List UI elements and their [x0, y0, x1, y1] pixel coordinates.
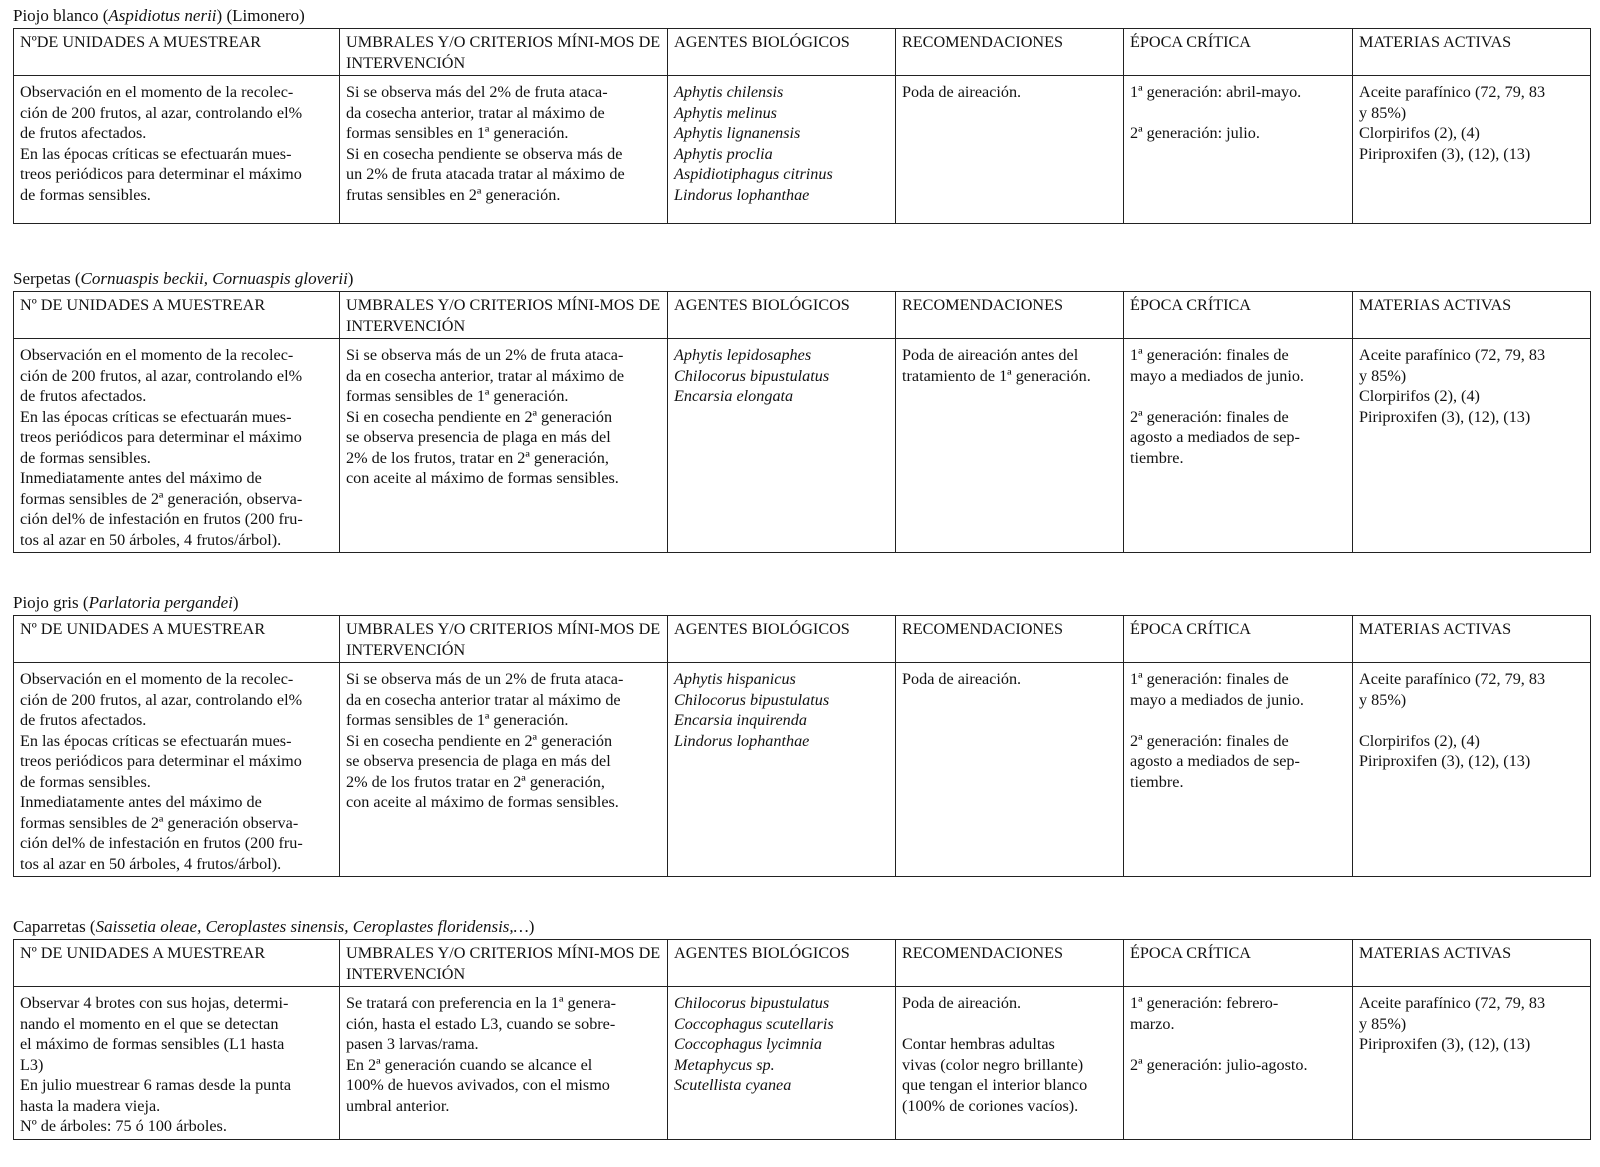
pest-table: [13, 28, 1591, 224]
text-line: de frutos afectados.: [20, 387, 147, 405]
text-line: Aceite parafínico (72, 79, 83: [1359, 83, 1546, 101]
agent-name: Aspidiotiphagus citrinus: [674, 165, 833, 183]
text-line: ción del% de infestación en frutos (200 fru-: [20, 510, 303, 528]
text-line: de formas sensibles.: [20, 185, 151, 204]
text-line: se observa presencia de plaga en más del: [346, 752, 611, 770]
text-line: agosto a mediados de sep-: [1130, 752, 1300, 770]
agent-name: Encarsia inquirenda: [674, 711, 807, 729]
cell-critical-time: [1124, 339, 1353, 553]
text-line: En las épocas críticas se efectuarán mues-: [20, 144, 292, 163]
header-active-ingredients: MATERIAS ACTIVAS: [1353, 29, 1591, 76]
text-line: 2ª generación: julio.: [1130, 124, 1260, 142]
text-line: con aceite al máximo de formas sensibles.: [346, 469, 619, 487]
table-row: [14, 76, 1591, 224]
text-line: tos al azar en 50 árboles, 4 frutos/árbol).: [20, 530, 282, 549]
text-line: 2% de los frutos, tratar en 2ª generación,: [346, 448, 609, 467]
header-thresholds: UMBRALES Y/O CRITERIOS MÍNI-MOS DE INTERVENCIÓN: [340, 940, 668, 987]
text-line: y 85%): [1359, 103, 1407, 122]
text-line: mayo a mediados de junio.: [1130, 690, 1304, 709]
text-line: formas sensibles de 1ª generación.: [346, 387, 569, 405]
header-agents: AGENTES BIOLÓGICOS: [668, 292, 896, 339]
cell-active-ingredients: [1353, 663, 1591, 877]
text-line: En las épocas críticas se efectuarán mues-: [20, 731, 292, 750]
text-line: Nº de árboles: 75 ó 100 árboles.: [20, 1117, 227, 1135]
text-line: nando el momento en el que se detectan: [20, 1014, 279, 1033]
text-line: Aceite parafínico (72, 79, 83: [1359, 994, 1546, 1012]
text-line: da en cosecha anterior, tratar al máximo de: [346, 366, 625, 385]
agent-name: Chilocorus bipustulatus: [674, 690, 830, 709]
text-line: Observación en el momento de la recolec-: [20, 346, 294, 364]
text-line: Inmediatamente antes del máximo de: [20, 469, 262, 487]
section-caparretas: [13, 917, 1590, 1140]
section-title: Caparretas (Saissetia oleae, Ceroplastes sinensis, Ceroplastes floridensis,…): [13, 917, 535, 936]
text-line: Si en cosecha pendiente en 2ª generación: [346, 731, 613, 750]
text-line: Se tratará con preferencia en la 1ª genera-: [346, 994, 617, 1012]
text-line: agosto a mediados de sep-: [1130, 428, 1300, 446]
line-gap: [1130, 710, 1348, 731]
cell-thresholds: [340, 339, 668, 553]
text-line: pasen 3 larvas/rama.: [346, 1035, 479, 1053]
text-line: Poda de aireación.: [902, 994, 1022, 1012]
text-line: marzo.: [1130, 1014, 1175, 1033]
header-row: [14, 29, 1591, 76]
header-agents: AGENTES BIOLÓGICOS: [668, 29, 896, 76]
text-line: Aceite parafínico (72, 79, 83: [1359, 346, 1546, 364]
cell-active-ingredients: [1353, 339, 1591, 553]
text-line: Poda de aireación.: [902, 670, 1022, 688]
text-line: Observación en el momento de la recolec-: [20, 670, 294, 688]
line-gap: [1130, 103, 1348, 124]
text-line: Observar 4 brotes con sus hojas, determi-: [20, 994, 289, 1012]
agent-name: Aphytis chilensis: [674, 83, 784, 101]
header-agents: AGENTES BIOLÓGICOS: [668, 940, 896, 987]
header-critical-time: ÉPOCA CRÍTICA: [1124, 292, 1353, 339]
cell-sampling: [14, 76, 340, 224]
cell-recommendations: [896, 663, 1124, 877]
text-line: vivas (color negro brillante): [902, 1055, 1084, 1074]
text-line: treos periódicos para determinar el máximo: [20, 428, 302, 446]
text-line: formas sensibles de 1ª generación.: [346, 711, 569, 729]
agent-name: Coccophagus scutellaris: [674, 1014, 834, 1033]
header-thresholds: UMBRALES Y/O CRITERIOS MÍNI-MOS DE INTERVENCIÓN: [340, 616, 668, 663]
header-active-ingredients: MATERIAS ACTIVAS: [1353, 616, 1591, 663]
text-line: hasta la madera vieja.: [20, 1096, 161, 1115]
text-line: de frutos afectados.: [20, 711, 147, 729]
text-line: 1ª generación: finales de: [1130, 670, 1289, 688]
cell-agents: [668, 663, 896, 877]
text-line: 1ª generación: febrero-: [1130, 994, 1279, 1012]
text-line: Piriproxifen (3), (12), (13): [1359, 1035, 1531, 1053]
text-line: 2ª generación: finales de: [1130, 731, 1289, 750]
text-line: Clorpirifos (2), (4): [1359, 387, 1480, 405]
text-line: Si se observa más de un 2% de fruta ataca-: [346, 346, 624, 364]
header-critical-time: ÉPOCA CRÍTICA: [1124, 940, 1353, 987]
header-recommendations: RECOMENDACIONES: [896, 616, 1124, 663]
table-row: [14, 339, 1591, 553]
text-line: treos periódicos para determinar el máximo: [20, 752, 302, 770]
text-line: treos periódicos para determinar el máximo: [20, 165, 302, 183]
text-line: En julio muestrear 6 ramas desde la punta: [20, 1076, 292, 1094]
agent-name: Aphytis lepidosaphes: [674, 346, 812, 364]
header-thresholds: UMBRALES Y/O CRITERIOS MÍNI-MOS DE INTERVENCIÓN: [340, 29, 668, 76]
text-line: 100% de huevos avivados, con el mismo: [346, 1076, 610, 1094]
text-line: frutas sensibles en 2ª generación.: [346, 185, 561, 204]
text-line: formas sensibles de 2ª generación observa-: [20, 813, 299, 832]
text-line: 1ª generación: abril-mayo.: [1130, 83, 1302, 101]
cell-sampling: [14, 339, 340, 553]
cell-agents: [668, 987, 896, 1140]
text-line: Si se observa más del 2% de fruta ataca-: [346, 83, 608, 101]
text-line: ción de 200 frutos, al azar, controlando el%: [20, 366, 303, 385]
text-line: L3): [20, 1055, 44, 1074]
pest-table: [13, 615, 1591, 877]
header-sampling: Nº DE UNIDADES A MUESTREAR: [14, 940, 340, 987]
header-sampling: Nº DE UNIDADES A MUESTREAR: [14, 616, 340, 663]
line-gap: [1130, 1034, 1348, 1055]
table-row: [14, 663, 1591, 877]
cell-agents: [668, 76, 896, 224]
agent-name: Aphytis melinus: [674, 103, 777, 122]
header-agents: AGENTES BIOLÓGICOS: [668, 616, 896, 663]
text-line: tos al azar en 50 árboles, 4 frutos/árbol).: [20, 854, 282, 873]
text-line: Poda de aireación antes del: [902, 346, 1079, 364]
text-line: de formas sensibles.: [20, 448, 151, 467]
header-active-ingredients: MATERIAS ACTIVAS: [1353, 940, 1591, 987]
text-line: de frutos afectados.: [20, 124, 147, 142]
agent-name: Encarsia elongata: [674, 387, 794, 405]
cell-sampling: [14, 663, 340, 877]
text-line: Piriproxifen (3), (12), (13): [1359, 144, 1531, 163]
text-line: se observa presencia de plaga en más del: [346, 428, 611, 446]
text-line: Clorpirifos (2), (4): [1359, 124, 1480, 142]
section-title: Piojo blanco (Aspidiotus nerii) (Limonero): [13, 6, 305, 25]
pest-table: [13, 291, 1591, 553]
section-piojo-gris: [13, 593, 1590, 877]
text-line: mayo a mediados de junio.: [1130, 366, 1304, 385]
text-line: ción del% de infestación en frutos (200 fru-: [20, 834, 303, 852]
text-line: tiembre.: [1130, 448, 1184, 467]
header-row: [14, 940, 1591, 987]
text-line: de formas sensibles.: [20, 772, 151, 791]
text-line: En las épocas críticas se efectuarán mues-: [20, 407, 292, 426]
cell-active-ingredients: [1353, 987, 1591, 1140]
header-recommendations: RECOMENDACIONES: [896, 940, 1124, 987]
header-sampling: Nº DE UNIDADES A MUESTREAR: [14, 292, 340, 339]
text-line: que tengan el interior blanco: [902, 1076, 1088, 1094]
cell-recommendations: [896, 987, 1124, 1140]
text-line: 2ª generación: julio-agosto.: [1130, 1055, 1308, 1074]
header-sampling: NºDE UNIDADES A MUESTREAR: [14, 29, 340, 76]
header-active-ingredients: MATERIAS ACTIVAS: [1353, 292, 1591, 339]
text-line: ción de 200 frutos, al azar, controlando el%: [20, 690, 303, 709]
line-gap: [902, 1014, 1119, 1035]
section-serpetas: [13, 269, 1590, 553]
text-line: Observación en el momento de la recolec-: [20, 83, 294, 101]
agent-name: Aphytis lignanensis: [674, 124, 801, 142]
cell-recommendations: [896, 76, 1124, 224]
text-line: y 85%): [1359, 690, 1407, 709]
agent-name: Scutellista cyanea: [674, 1076, 792, 1094]
pest-table: [13, 939, 1591, 1140]
agent-name: Lindorus lophanthae: [674, 185, 810, 204]
text-line: Si se observa más de un 2% de fruta ataca-: [346, 670, 624, 688]
header-critical-time: ÉPOCA CRÍTICA: [1124, 29, 1353, 76]
text-line: 2ª generación: finales de: [1130, 407, 1289, 426]
header-row: [14, 292, 1591, 339]
text-line: 1ª generación: finales de: [1130, 346, 1289, 364]
cell-sampling: [14, 987, 340, 1140]
section-title: Serpetas (Cornuaspis beckii, Cornuaspis gloverii): [13, 269, 354, 288]
cell-critical-time: [1124, 987, 1353, 1140]
cell-critical-time: [1124, 663, 1353, 877]
agent-name: Aphytis hispanicus: [674, 670, 796, 688]
header-critical-time: ÉPOCA CRÍTICA: [1124, 616, 1353, 663]
agent-name: Aphytis proclia: [674, 144, 773, 163]
agent-name: Metaphycus sp.: [674, 1055, 775, 1074]
cell-active-ingredients: [1353, 76, 1591, 224]
text-line: Aceite parafínico (72, 79, 83: [1359, 670, 1546, 688]
line-gap: [1130, 386, 1348, 407]
text-line: formas sensibles de 2ª generación, observa-: [20, 489, 303, 508]
header-recommendations: RECOMENDACIONES: [896, 292, 1124, 339]
header-row: [14, 616, 1591, 663]
header-recommendations: RECOMENDACIONES: [896, 29, 1124, 76]
text-line: Poda de aireación.: [902, 83, 1022, 101]
text-line: Piriproxifen (3), (12), (13): [1359, 752, 1531, 770]
agent-name: Chilocorus bipustulatus: [674, 366, 830, 385]
agent-name: Chilocorus bipustulatus: [674, 994, 830, 1012]
cell-agents: [668, 339, 896, 553]
text-line: Inmediatamente antes del máximo de: [20, 793, 262, 811]
text-line: Si en cosecha pendiente se observa más de: [346, 144, 623, 163]
text-line: En 2ª generación cuando se alcance el: [346, 1055, 593, 1074]
text-line: da en cosecha anterior tratar al máximo de: [346, 690, 621, 709]
text-line: Contar hembras adultas: [902, 1035, 1055, 1053]
text-line: 2% de los frutos tratar en 2ª generación,: [346, 772, 605, 791]
text-line: el máximo de formas sensibles (L1 hasta: [20, 1035, 285, 1053]
section-title: Piojo gris (Parlatoria pergandei): [13, 593, 239, 612]
agent-name: Lindorus lophanthae: [674, 731, 810, 750]
text-line: ción de 200 frutos, al azar, controlando el%: [20, 103, 303, 122]
table-row: [14, 987, 1591, 1140]
text-line: un 2% de fruta atacada tratar al máximo de: [346, 165, 625, 183]
text-line: tiembre.: [1130, 772, 1184, 791]
text-line: Piriproxifen (3), (12), (13): [1359, 407, 1531, 426]
header-thresholds: UMBRALES Y/O CRITERIOS MÍNI-MOS DE INTERVENCIÓN: [340, 292, 668, 339]
text-line: Clorpirifos (2), (4): [1359, 731, 1480, 750]
text-line: Si en cosecha pendiente en 2ª generación: [346, 407, 613, 426]
text-line: da cosecha anterior, tratar al máximo de: [346, 103, 605, 122]
text-line: umbral anterior.: [346, 1096, 450, 1115]
cell-thresholds: [340, 76, 668, 224]
text-line: y 85%): [1359, 366, 1407, 385]
cell-thresholds: [340, 663, 668, 877]
section-piojo-blanco: [13, 6, 1590, 224]
text-line: y 85%): [1359, 1014, 1407, 1033]
line-gap: [1359, 710, 1586, 731]
cell-thresholds: [340, 987, 668, 1140]
text-line: (100% de coriones vacíos).: [902, 1096, 1079, 1115]
text-line: tratamiento de 1ª generación.: [902, 366, 1091, 385]
text-line: formas sensibles en 1ª generación.: [346, 124, 569, 142]
cell-critical-time: [1124, 76, 1353, 224]
cell-recommendations: [896, 339, 1124, 553]
text-line: ción, hasta el estado L3, cuando se sobre-: [346, 1014, 616, 1033]
text-line: con aceite al máximo de formas sensibles.: [346, 793, 619, 811]
agent-name: Coccophagus lycimnia: [674, 1035, 822, 1053]
